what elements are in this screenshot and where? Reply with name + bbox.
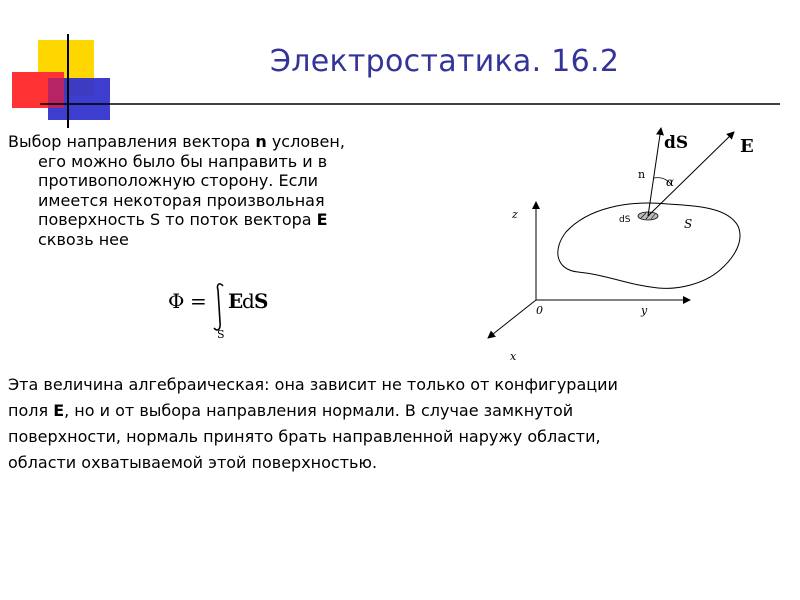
slide-title: Электростатика. 16.2 (270, 44, 620, 79)
flux-figure (478, 120, 768, 365)
para2-line-2-tail: , но и от выбора направления нормали. В случае замкнутой (64, 401, 574, 420)
formula-S: S (254, 289, 269, 313)
para2-line-4: области охватываемой этой поверхностью. (8, 453, 378, 472)
label-0: 0 (536, 304, 543, 317)
para1-line-5-text: поверхность S то поток вектора (38, 210, 317, 229)
label-alpha: α (666, 175, 675, 189)
para1-line-5 (8, 210, 428, 230)
integral-sign (214, 284, 223, 330)
para1-line-1 (8, 132, 428, 152)
x-axis (488, 300, 536, 338)
para2-line-2 (8, 398, 788, 424)
formula-subscript-S: S (217, 328, 225, 340)
formula-phi: Φ (168, 289, 185, 313)
para2-line-3: поверхности, нормаль принято брать направленной наружу области, (8, 427, 601, 446)
label-dS-small: dS (619, 215, 631, 225)
para1-n-bold: n (255, 132, 267, 151)
formula-equals: = (190, 289, 207, 313)
field-vector-E (648, 132, 734, 216)
label-dS-top: dS (664, 133, 689, 153)
label-y: y (641, 304, 648, 317)
label-n: n (638, 168, 646, 181)
para2-e-bold: E (53, 401, 65, 420)
para1-line-3: противоположную сторону. Если (38, 171, 318, 190)
para1-line-1-tail: условен, (266, 132, 345, 151)
para2-line-1: Эта величина алгебраическая: она зависит не только от конфигурации (8, 375, 618, 394)
paragraph-vector-choice (8, 132, 428, 249)
label-S: S (684, 217, 693, 231)
para1-line-4: имеется некоторая произвольная (38, 190, 325, 210)
para1-line-2: его можно было бы направить и в (38, 151, 328, 171)
label-x: x (510, 350, 517, 363)
formula-d: d (242, 289, 255, 313)
formula-E: E (228, 289, 244, 313)
para1-line-6: сквозь нее (38, 229, 129, 249)
para1-e-bold: E (316, 210, 328, 229)
flux-formula (168, 278, 288, 340)
paragraph-algebraic-quantity (8, 372, 788, 476)
label-E: E (740, 136, 754, 157)
para1-line-1-text: Выбор направления вектора (8, 132, 256, 151)
para2-line-2-text: поля (8, 401, 54, 420)
label-z: z (512, 208, 518, 221)
